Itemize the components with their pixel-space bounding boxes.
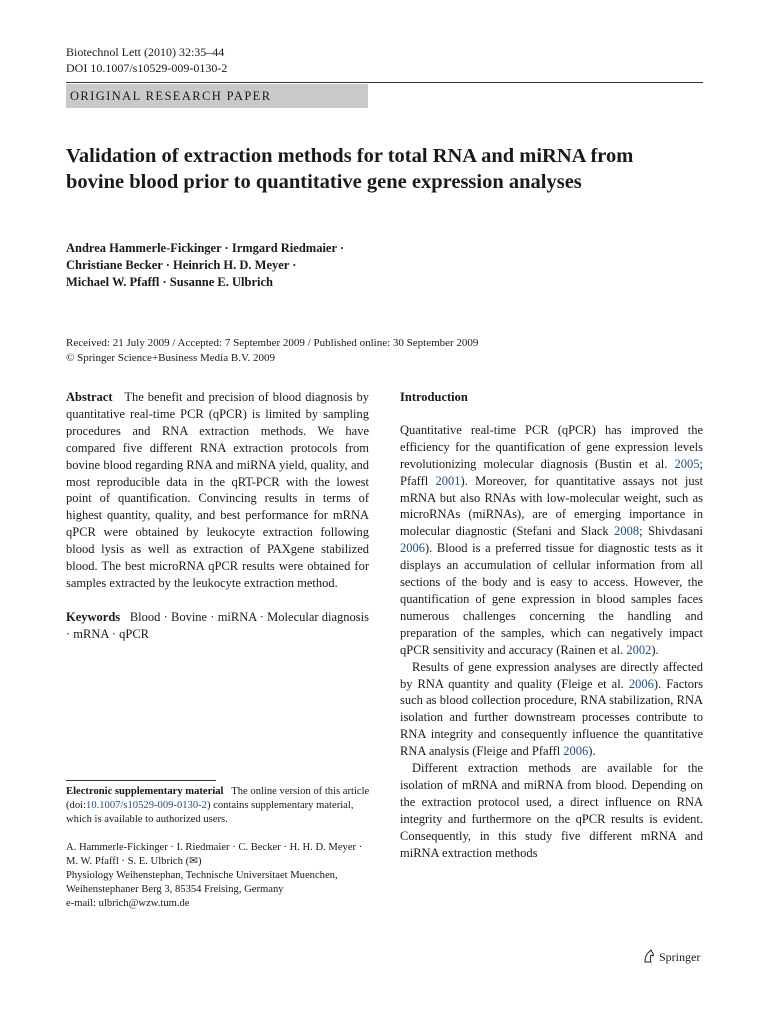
publisher-name: Springer: [659, 950, 701, 964]
abstract-text: The benefit and precision of blood diagnosis by quantitative real-time PCR (qPCR) is limited by sampling procedures and RNA extraction methods. We have compared five different RNA extraction protocols from bovine blood regarding RNA and miRNA yield, quality, and most reproducible data in the qRT-PCR with the lowest point of quantification. Convincing results in terms of highest quantity, quality, and best performance for mRNA qPCR were obtained by leukocyte extraction following blood lysis as well as extraction of PAXgene stabilized blood. The best microRNA qPCR results were obtained for samples extracted by the leukocyte extraction method.: [66, 390, 369, 590]
intro-paragraph-3: [400, 760, 703, 861]
citation-link[interactable]: 2005: [674, 456, 700, 471]
citation-link[interactable]: 2002: [626, 642, 652, 657]
supplementary-note: [66, 785, 371, 827]
paragraph-text: Different extraction methods are available for the isolation of mRNA and miRNA from blood. Depending on the extraction protocol used, a direct influence on RNA integrity and furthermore on the qPCR results is evident. Consequently, in this study five different mRNA and miRNA extraction methods: [400, 761, 703, 860]
abstract: [66, 389, 369, 592]
affiliation-email[interactable]: e-mail: ulbrich@wzw.tum.de: [66, 898, 190, 909]
paragraph-text: ; Shivdasani: [639, 524, 703, 539]
esm-doi-link[interactable]: 10.1007/s10529-009-0130-2: [86, 800, 207, 811]
paragraph-text: ). Moreover, for quantitative assays not just mRNA but also RNAs with low-molecular weight, such as microRNAs (miRNAs), are of emerging importance in molecular diagnostic (Stefani and Slack: [400, 473, 703, 539]
keywords: [66, 609, 369, 643]
received-dates: Received: 21 July 2009 / Accepted: 7 September 2009 / Published online: 30 September 2009: [66, 337, 479, 349]
abstract-label: Abstract: [66, 390, 113, 404]
paragraph-text: ).: [588, 744, 596, 759]
keywords-label: Keywords: [66, 609, 121, 624]
affiliation-names: A. Hammerle-Fickinger · I. Riedmaier · C. Becker · H. H. D. Meyer · M. W. Pfaffl · S. E. Ulbrich (✉): [66, 842, 363, 867]
right-column: [400, 389, 703, 861]
affiliation: [66, 841, 371, 911]
publisher-mark: [642, 949, 700, 965]
journal-header: [66, 44, 227, 76]
author-line-3: Michael W. Pfaffl · Susanne E. Ulbrich: [66, 275, 273, 289]
author-list: [66, 240, 566, 291]
intro-paragraph-2: [400, 659, 703, 760]
intro-paragraph-1: [400, 422, 703, 659]
footnote-rule: [66, 780, 216, 781]
citation-link[interactable]: 2008: [614, 524, 640, 539]
paragraph-text: Quantitative real-time PCR (qPCR) has improved the efficiency for the quantification of gene expression levels revolutionizing molecular diagnosis (Bustin et al.: [400, 422, 703, 471]
paragraph-text: ). Factors such as blood collection procedure, RNA stabilization, RNA isolation and further downstream processes contribute to RNA integrity and consequently influence the quantitative RNA analysis (Fleige and Pfaffl: [400, 676, 703, 759]
esm-text-after: ) contains supplementary material, which is available to authorized users.: [66, 800, 354, 825]
springer-horse-icon: [642, 949, 656, 963]
copyright-line: © Springer Science+Business Media B.V. 2009: [66, 352, 275, 364]
publication-dates: [66, 336, 478, 366]
keywords-text: Blood · Bovine · miRNA · Molecular diagnosis · mRNA · qPCR: [66, 609, 369, 641]
citation-link[interactable]: 2006: [563, 744, 589, 759]
left-column: [66, 389, 369, 643]
citation-link[interactable]: 2006: [400, 541, 425, 556]
esm-label: Electronic supplementary material: [66, 786, 224, 797]
paragraph-text: ; Pfaffl: [400, 456, 703, 488]
paper-title: Validation of extraction methods for total RNA and miRNA from bovine blood prior to quantitative gene expression analyses: [66, 145, 634, 193]
header-rule: [66, 82, 703, 83]
journal-doi: DOI 10.1007/s10529-009-0130-2: [66, 61, 228, 75]
paragraph-text: ).: [651, 642, 659, 657]
affiliation-address: Physiology Weihenstephan, Technische Universitaet Muenchen, Weihenstephaner Berg 3, 85354 Freising, Germany: [66, 870, 338, 895]
citation-link[interactable]: 2006: [628, 676, 654, 691]
journal-citation: Biotechnol Lett (2010) 32:35–44: [66, 45, 225, 59]
esm-text-before: The online version of this article (doi:: [66, 786, 370, 811]
author-line-1: Andrea Hammerle-Fickinger · Irmgard Riedmaier ·: [66, 241, 345, 255]
introduction-heading: Introduction: [400, 390, 468, 404]
paragraph-text: Results of gene expression analyses are directly affected by RNA quantity and quality (Fleige et al.: [400, 659, 703, 691]
article-type-banner: ORIGINAL RESEARCH PAPER: [66, 84, 368, 108]
author-line-2: Christiane Becker · Heinrich H. D. Meyer ·: [66, 258, 297, 272]
citation-link[interactable]: 2001: [435, 473, 461, 488]
paragraph-text: ). Blood is a preferred tissue for diagnostic tests as it displays an accumulation of cellular information from all sections of the body and is easy to access. However, the quantification of gene expression in blood samples faces numerous challenges concerning the handling and preparation of the samples, which can negatively impact qPCR sensitivity and accuracy (Rainen et al.: [400, 541, 703, 657]
